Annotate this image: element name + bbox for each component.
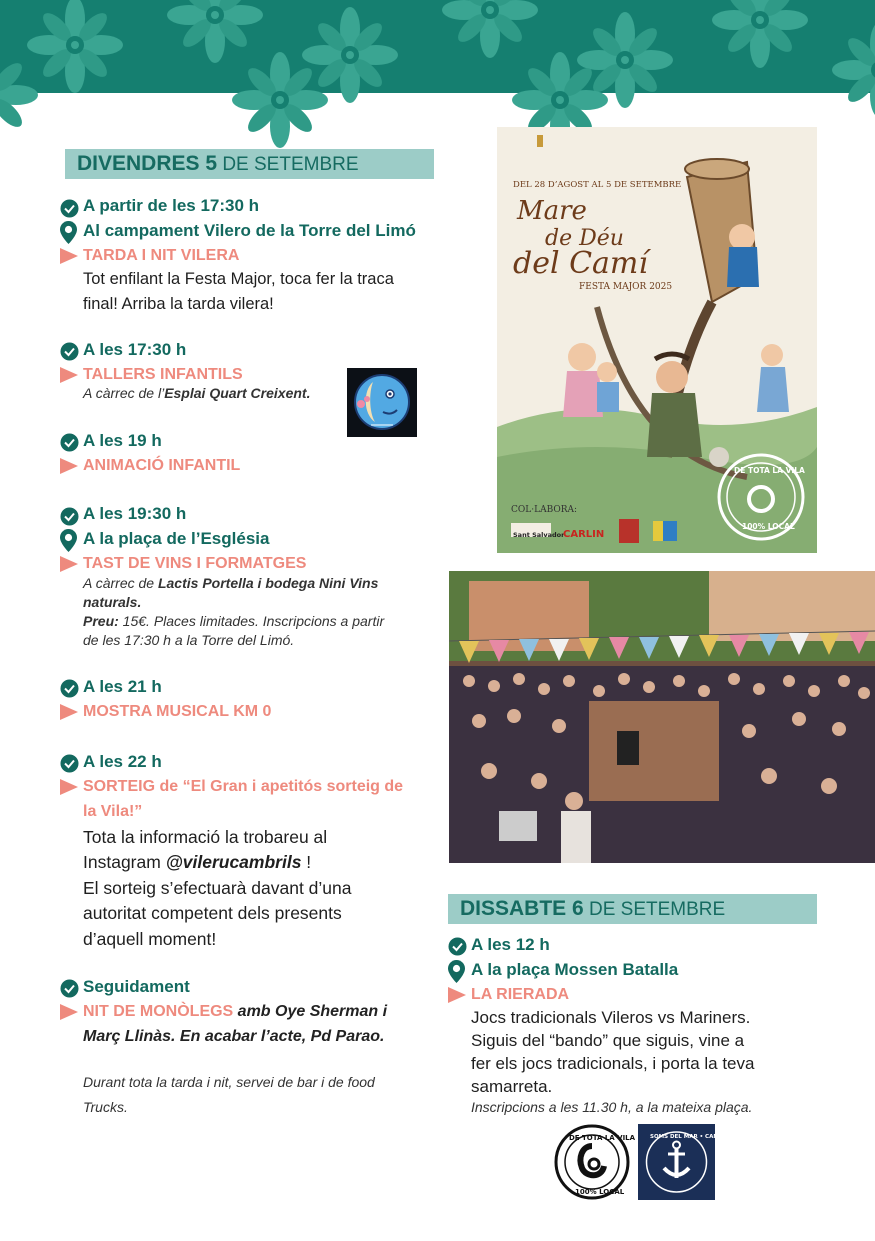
event-price: Preu: 15€. Places limitades. Inscripcions a partir [83,613,385,629]
check-circle-icon [60,679,79,698]
poster-badge-top: DE TOTA LA VILA [734,466,805,475]
play-arrow-icon [448,987,466,1003]
day-header-saturday [448,894,817,924]
event-time: Seguidament [83,977,190,996]
check-circle-icon [60,979,79,998]
event-description: Instagram @vilerucambrils ! [83,852,312,872]
event-time: A les 22 h [83,752,162,771]
event-time: A les 19:30 h [83,504,187,523]
event-time: A les 12 h [471,935,550,954]
header-pattern-band [0,0,875,93]
event-title: MOSTRA MUSICAL KM 0 [83,703,272,720]
mariners-logo [638,1124,737,1200]
check-circle-icon [60,342,79,361]
event-title: ANIMACIÓ INFANTIL [83,457,241,474]
poster-title-line1: Mare [517,196,587,226]
event-title: NIT DE MONÒLEGS amb Oye Sherman i [83,1003,388,1020]
poster-collab: COL·LABORA: [511,505,578,515]
logo-vila-bottom: 100% LOCAL [575,1188,625,1196]
event-place: A la plaça de l’Església [83,529,270,548]
play-arrow-icon [60,556,78,572]
day-header-rest: DE SETEMBRE [217,154,359,175]
poster-badge-bottom: 100% LOCAL [742,522,795,531]
event-time: A les 17:30 h [83,340,187,359]
day-header-friday [65,149,434,179]
poster-title-line3: del Camí [513,246,648,281]
poster-sponsor-1: Sant Salvador [513,531,565,539]
event-title: TARDA I NIT VILERA [83,247,240,264]
location-pin-icon [448,960,465,983]
event-description: d’aquell moment! [83,929,217,949]
poster-sponsor-2: CARLIN [563,529,605,540]
logo-mariners-text: SOMS DEL MAR • CAMBRILS [650,1134,737,1140]
event-description: Jocs tradicionals Vileros vs Mariners. [471,1008,751,1027]
event-note: Inscripcions a les 11.30 h, a la mateixa plaça. [471,1099,753,1115]
esplai-quart-creixent-logo [347,368,417,437]
event-description: autoritat competent dels presents [83,903,342,923]
play-arrow-icon [60,779,78,795]
event-title: LA RIERADA [471,986,570,1003]
event-price: de les 17:30 h a la Torre del Limó. [83,632,295,648]
flower-pattern-icon [0,0,875,93]
event-organizer: A càrrec de Lactis Portella i bodega Nini Vins [83,575,379,591]
event-description: fer els jocs tradicionals, i porta la teva [471,1054,755,1073]
event-time: A partir de les 17:30 h [83,196,260,215]
play-arrow-icon [60,1004,78,1020]
event-title: TAST DE VINS I FORMATGES [83,555,307,572]
play-arrow-icon [60,458,78,474]
event-place: A la plaça Mossen Batalla [471,960,679,979]
event-organizer: naturals. [83,594,142,610]
day-header-rest: DE SETEMBRE [583,899,726,920]
de-tota-la-vila-logo [554,1124,636,1200]
day-header-bold: DISSABTE 6 [460,897,584,920]
check-circle-icon [448,937,467,956]
check-circle-icon [60,507,79,526]
instagram-handle: @vilerucambrils [165,852,302,872]
event-time: A les 21 h [83,677,162,696]
play-arrow-icon [60,248,78,264]
play-arrow-icon [60,367,78,383]
play-arrow-icon [60,704,78,720]
event-description: El sorteig s’efectuarà davant d’una [83,878,352,898]
event-title: TALLERS INFANTILS [83,366,243,383]
festival-poster [497,127,817,553]
check-circle-icon [60,754,79,773]
check-circle-icon [60,199,79,218]
event-description: final! Arriba la tarda vilera! [83,295,274,313]
event-description: Siguis del “bando” que siguis, vine a [471,1031,745,1050]
event-title: la Vila!” [83,803,143,820]
footnote: Durant tota la tarda i nit, servei de bar i de food [83,1074,375,1090]
event-time: A les 19 h [83,431,162,450]
event-title: SORTEIG de “El Gran i apetitós sorteig de [83,778,404,795]
location-pin-icon [60,221,77,244]
logo-vila-top: DE TOTA LA VILA [569,1134,636,1142]
event-description: samarreta. [471,1077,553,1096]
day-header-bold: DIVENDRES 5 [77,152,218,175]
footnote: Trucks. [83,1099,128,1115]
crowd-photo [449,571,875,863]
event-place: Al campament Vilero de la Torre del Limó [83,221,416,240]
location-pin-icon [60,529,77,552]
poster-title-line2: de Déu [545,226,624,251]
event-organizer: A càrrec de l’Esplai Quart Creixent. [83,385,311,401]
event-description: Tot enfilant la Festa Major, toca fer la traca [83,270,394,288]
event-title: Març Llinàs. En acabar l’acte, Pd Parao. [83,1028,385,1045]
event-description: Tota la informació la trobareu al [83,827,328,847]
poster-subtitle: FESTA MAJOR 2025 [579,282,673,292]
check-circle-icon [60,433,79,452]
poster-dates: DEL 28 D’AGOST AL 5 DE SETEMBRE [513,180,682,190]
